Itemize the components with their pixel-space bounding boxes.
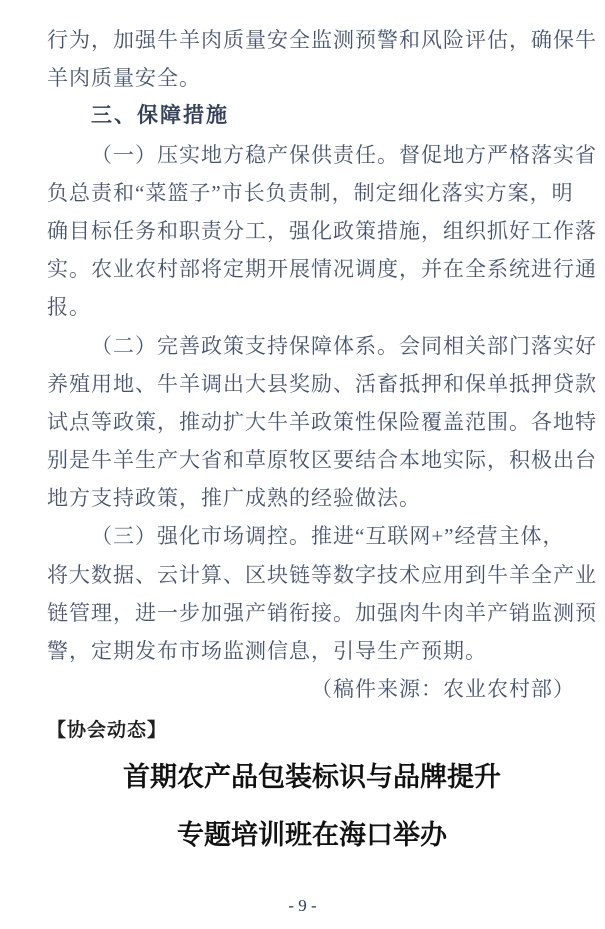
text-line: 别是牛羊生产大省和草原牧区要结合本地实际，积极出台 <box>47 448 597 473</box>
text-line: 将大数据、云计算、区块链等数字技术应用到牛羊全产业 <box>47 562 597 587</box>
text-line: 试点等政策，推动扩大牛羊政策性保险覆盖范围。各地特 <box>47 409 597 434</box>
paragraph-start-line: （一）压实地方稳产保供责任。督促地方严格落实省 <box>91 142 597 167</box>
paragraph-start-line: （三）强化市场调控。推进“互联网+”经营主体， <box>91 524 565 549</box>
paragraph-start-line: （二）完善政策支持保障体系。会同相关部门落实好 <box>91 333 597 358</box>
text-line: 链管理，进一步加强产销衔接。加强肉牛肉羊产销监测预 <box>47 600 597 625</box>
text-line: 确目标任务和职责分工，强化政策措施，组织抓好工作落 <box>47 218 597 243</box>
text-line: 行为，加强牛羊肉质量安全监测预警和风险评估，确保牛 <box>47 28 597 52</box>
section-heading-line: 三、保障措施 <box>91 104 229 128</box>
article-title-line-2: 专题培训班在海口举办 <box>177 820 447 850</box>
text-line: 负总责和“菜篮子”市长负责制，制定细化落实方案，明 <box>47 180 574 205</box>
text-line: 实。农业农村部将定期开展情况调度，并在全系统进行通 <box>47 257 597 282</box>
section-marker: 【协会动态】 <box>47 720 168 741</box>
source-note: （稿件来源：农业农村部） <box>311 677 575 702</box>
text-line: 报。 <box>47 295 91 320</box>
text-line: 养殖用地、牛羊调出大县奖励、活畜抵押和保单抵押贷款 <box>47 371 597 396</box>
text-line: 地方支持政策，推广成熟的经验做法。 <box>47 486 421 511</box>
page-number: - 9 - <box>288 896 317 915</box>
text-line: 羊肉质量安全。 <box>47 66 201 91</box>
article-title-line-1: 首期农产品包装标识与品牌提升 <box>123 762 501 792</box>
body-text <box>47 21 597 708</box>
text-line: 警，定期发布市场监测信息，引导生产预期。 <box>47 639 487 663</box>
